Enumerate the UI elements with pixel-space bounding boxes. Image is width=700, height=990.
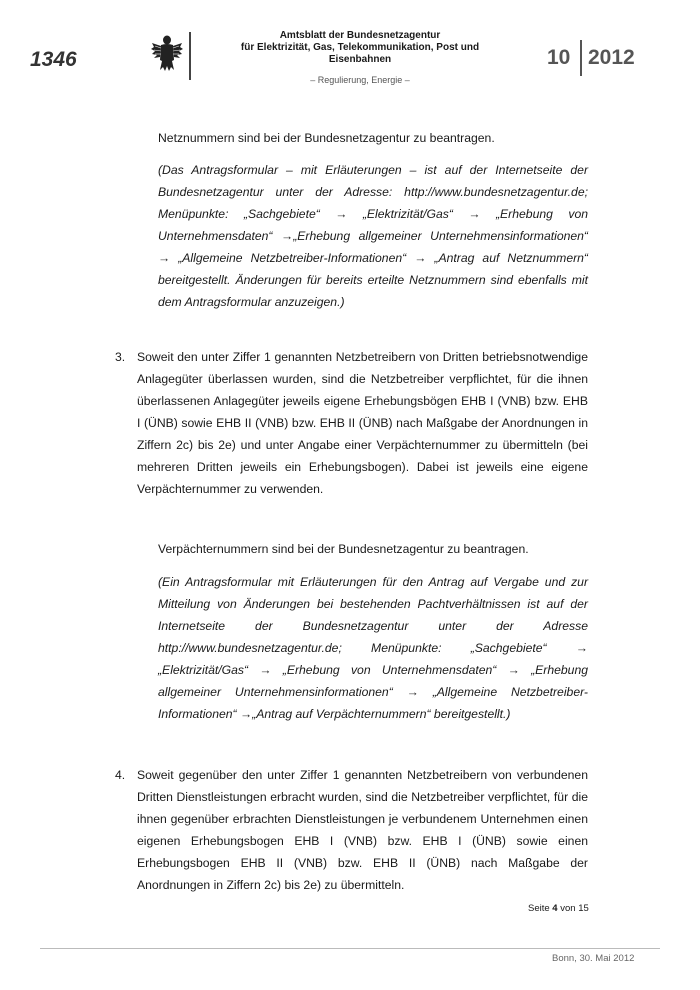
footer-divider (40, 948, 660, 949)
federal-eagle-icon (150, 33, 184, 73)
page-prefix: Seite (528, 903, 553, 914)
issue-year: 2012 (588, 46, 635, 69)
header-divider (189, 32, 191, 80)
paragraph-netznummern-form-note: (Das Antragsformular – mit Erläuterungen – ist auf der Internetseite der Bundesnetzagentur unter der Adresse: http://www.bundesnetzagentur.de; Menüpunkte: „Sachgebiete“ → „Elektrizität/Gas“ → „Erhebung von Unternehmensdaten“ →„Erhebung allgemeiner Unternehmensinformationen“ → „Allgemeine Netzbetreiber-Informationen“ → „Antrag auf Netznummern“ bereitgestellt. Änderungen für bereits erteilte Netznummern sind ebenfalls mit dem Antragsformular anzuzeigen.) (158, 163, 588, 309)
paragraph-verpaechternummern: Verpächternummern sind bei der Bundesnetzagentur zu beantragen. (158, 542, 529, 556)
list-item-3-text: Soweit den unter Ziffer 1 genannten Netzbetreibern von Dritten betriebsnotwendige Anlagegüter überlassen wurden, sind die Netzbetreiber verpflichtet, für die ihnen überlassenen Anlagegüter jeweils eigene Erhebungsbögen EHB I (VNB) bzw. EHB I (ÜNB) sowie EHB II (VNB) bzw. EHB II (ÜNB) nach Maßgabe der Anordnungen in Ziffern 2c) bis 2e) und unter Angabe einer Verpächternummer zu übermitteln (bei mehreren Dritten jeweils ein Erhebungsbogen). Dabei ist jeweils eine eigene Verpächternummer zu verwenden. (137, 350, 588, 496)
page-number: 1346 (30, 48, 77, 71)
issue-number: 10 (547, 46, 571, 69)
page-suffix: von 15 (557, 903, 589, 914)
current-page: 4 (552, 903, 558, 914)
page-of-indicator (528, 903, 589, 914)
list-item-4-number: 4. (115, 768, 126, 782)
journal-subtitle: für Elektrizität, Gas, Telekommunikation, Post und Eisenbahnen (240, 42, 480, 65)
list-item-4-text: Soweit gegenüber den unter Ziffer 1 genannten Netzbetreibern von verbundenen Dritten Dienstleistungen erbracht wurden, sind die Netzbetreiber verpflichtet, für die ihnen gegenüber erbrachten Dienstleistungen je verbundenem Unternehmen einen eigenen Erhebungsbogen EHB I (VNB) bzw. EHB I (ÜNB) sowie einen Erhebungsbogen EHB II (VNB) bzw. EHB II (ÜNB) nach Maßgabe der Anordnungen in Ziffern 2c) bis 2e) zu übermitteln. (137, 768, 588, 892)
issue-divider (580, 40, 582, 76)
paragraph-verpaechternummern-form-note: (Ein Antragsformular mit Erläuterungen für den Antrag auf Vergabe und zur Mitteilung von Änderungen bei bestehenden Pachtverhältnissen ist auf der Internetseite der Bundesnetzagentur unter der Adresse http://www.bundesnetzagentur.de; Menüpunkte: „Sachgebiete“ → „Elektrizität/Gas“ → „Erhebung von Unternehmensdaten“ → „Erhebung allgemeiner Unternehmensinformationen“ → „Allgemeine Netzbetreiber-Informationen“ →„Antrag auf Verpächternummern“ bereitgestellt.) (158, 575, 588, 721)
journal-header (210, 30, 510, 86)
journal-title: Amtsblatt der Bundesnetzagentur (279, 30, 441, 41)
journal-topic: – Regulierung, Energie – (310, 75, 410, 85)
list-item-3-number: 3. (115, 350, 126, 364)
footer-date: Bonn, 30. Mai 2012 (552, 953, 635, 964)
paragraph-netznummern: Netznummern sind bei der Bundesnetzagentur zu beantragen. (158, 131, 495, 145)
